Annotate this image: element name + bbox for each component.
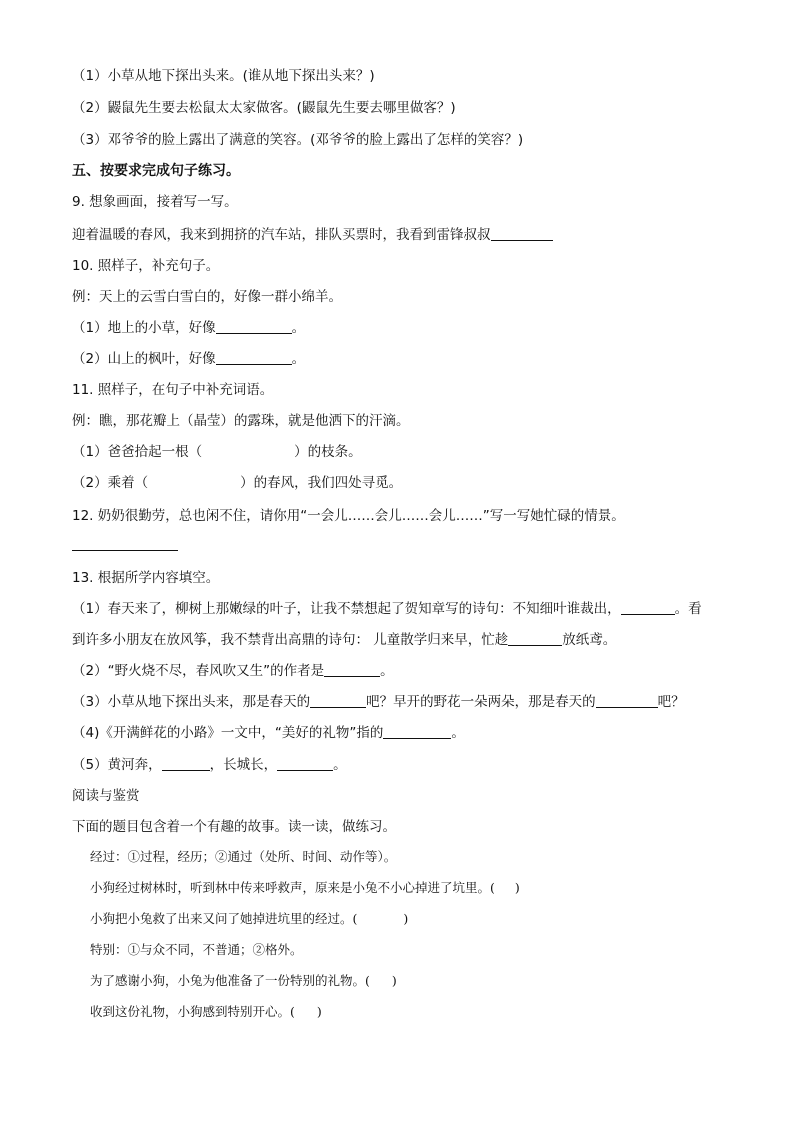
item-text: 。看 bbox=[674, 601, 702, 617]
question-12-title: 12. 奶奶很勤劳，总也闲不住，请你用“一会儿……会儿……会儿……”写一写她忙碌的情景。 bbox=[72, 508, 625, 524]
item-text: （2）“野火烧不尽，春风吹又生”的作者是 bbox=[72, 663, 325, 679]
item-text: ) bbox=[316, 1004, 322, 1019]
definition-tebie: 特别：①与众不同，不普通；②格外。 bbox=[90, 942, 303, 957]
item-text: 小狗经过树林时，听到林中传来呼救声，原来是小兔不小心掉进了坑里。( bbox=[90, 880, 495, 895]
question-9-prompt bbox=[72, 225, 734, 245]
question-13-item-2 bbox=[72, 661, 734, 681]
question-11-title: 11. 照样子，在句子中补充词语。 bbox=[72, 382, 274, 398]
item-text: 收到这份礼物，小狗感到特别开心。( bbox=[90, 1004, 295, 1019]
item-text: 为了感谢小狗，小兔为他准备了一份特别的礼物。( bbox=[90, 973, 370, 988]
item-text: 。 bbox=[451, 725, 465, 741]
answer-blank[interactable] bbox=[324, 661, 380, 677]
definition-jingguo: 经过：①过程，经历；②通过（处所、时间、动作等）。 bbox=[90, 849, 397, 864]
question-13-title: 13. 根据所学内容填空。 bbox=[72, 570, 220, 586]
question-9-text: 迎着温暖的春风，我来到拥挤的汽车站，排队买票时，我看到雷锋叔叔 bbox=[72, 227, 491, 243]
answer-blank[interactable] bbox=[383, 723, 451, 739]
question-10-item-1 bbox=[72, 318, 734, 338]
sub-question-2: （2）鼹鼠先生要去松鼠太太家做客。(鼹鼠先生要去哪里做客？) bbox=[72, 100, 456, 116]
item-text: ，长城长， bbox=[209, 757, 278, 773]
reading-heading: 阅读与鉴赏 bbox=[72, 788, 140, 804]
item-text: 小狗把小兔救了出来又问了她掉进坑里的经过。( bbox=[90, 911, 358, 926]
question-10-title: 10. 照样子，补充句子。 bbox=[72, 258, 220, 274]
item-text: （1）春天来了，柳树上那嫩绿的叶子，让我不禁想起了贺知章写的诗句：不知细叶谁裁出， bbox=[72, 601, 621, 617]
item-text: （1）地上的小草，好像 bbox=[72, 320, 216, 336]
question-10-example: 例：天上的云雪白雪白的，好像一群小绵羊。 bbox=[72, 289, 342, 305]
sub-question-1: （1）小草从地下探出头来。(谁从地下探出头来？) bbox=[72, 68, 375, 84]
question-13-item-5 bbox=[72, 755, 734, 775]
item-text: ) bbox=[403, 911, 409, 926]
item-text: ) bbox=[391, 973, 397, 988]
item-text: 。 bbox=[291, 351, 306, 367]
answer-blank[interactable] bbox=[277, 755, 333, 771]
answer-blank[interactable] bbox=[621, 599, 675, 615]
item-text: （3）小草从地下探出头来，那是春天的 bbox=[72, 694, 311, 710]
question-13-item-4 bbox=[72, 723, 734, 743]
item-text: 放纸鸢。 bbox=[562, 632, 617, 648]
item-text: （2）乘着（ bbox=[72, 475, 149, 491]
question-13-item-1-line-1 bbox=[72, 599, 734, 619]
question-11-example: 例：瞧，那花瓣上（晶莹）的露珠，就是他洒下的汗滴。 bbox=[72, 413, 410, 429]
item-text: （4)《开满鲜花的小路》一文中，“美好的礼物”指的 bbox=[72, 725, 384, 741]
sentence-3 bbox=[90, 971, 734, 991]
question-12-answer-line[interactable] bbox=[72, 550, 178, 551]
sentence-2 bbox=[90, 909, 734, 929]
item-text: 。 bbox=[291, 320, 306, 336]
answer-blank[interactable] bbox=[596, 692, 658, 708]
item-text: （2）山上的枫叶，好像 bbox=[72, 351, 216, 367]
answer-blank[interactable] bbox=[216, 318, 292, 334]
item-text: 。 bbox=[380, 663, 394, 679]
answer-blank[interactable] bbox=[310, 692, 366, 708]
sentence-4 bbox=[90, 1002, 734, 1022]
item-text: （1）爸爸拾起一根（ bbox=[72, 444, 203, 460]
item-text: 吧？ bbox=[657, 694, 685, 710]
item-text: ）的春风，我们四处寻觅。 bbox=[240, 475, 403, 491]
question-13-item-1-line-2 bbox=[72, 630, 734, 650]
sentence-1 bbox=[90, 878, 734, 898]
item-text: 。 bbox=[333, 757, 347, 773]
item-text: ) bbox=[514, 880, 520, 895]
answer-blank[interactable] bbox=[216, 349, 292, 365]
sub-question-3: （3）邓爷爷的脸上露出了满意的笑容。(邓爷爷的脸上露出了怎样的笑容？) bbox=[72, 132, 524, 148]
question-9-title: 9. 想象画面，接着写一写。 bbox=[72, 194, 238, 210]
answer-blank[interactable] bbox=[162, 755, 210, 771]
question-10-item-2 bbox=[72, 349, 734, 369]
answer-blank[interactable] bbox=[508, 630, 562, 646]
question-11-item-2 bbox=[72, 473, 734, 493]
reading-intro: 下面的题目包含着一个有趣的故事。读一读，做练习。 bbox=[72, 819, 396, 835]
question-13-item-3 bbox=[72, 692, 734, 712]
item-text: ）的枝条。 bbox=[294, 444, 362, 460]
item-text: 吧？早开的野花一朵两朵，那是春天的 bbox=[366, 694, 596, 710]
item-text: （5）黄河奔， bbox=[72, 757, 162, 773]
section-heading-5: 五、按要求完成句子练习。 bbox=[72, 163, 240, 179]
question-11-item-1 bbox=[72, 442, 734, 462]
answer-blank[interactable] bbox=[491, 225, 553, 241]
item-text: 到许多小朋友在放风筝，我不禁背出高鼎的诗句： 儿童散学归来早，忙趁 bbox=[72, 632, 509, 648]
